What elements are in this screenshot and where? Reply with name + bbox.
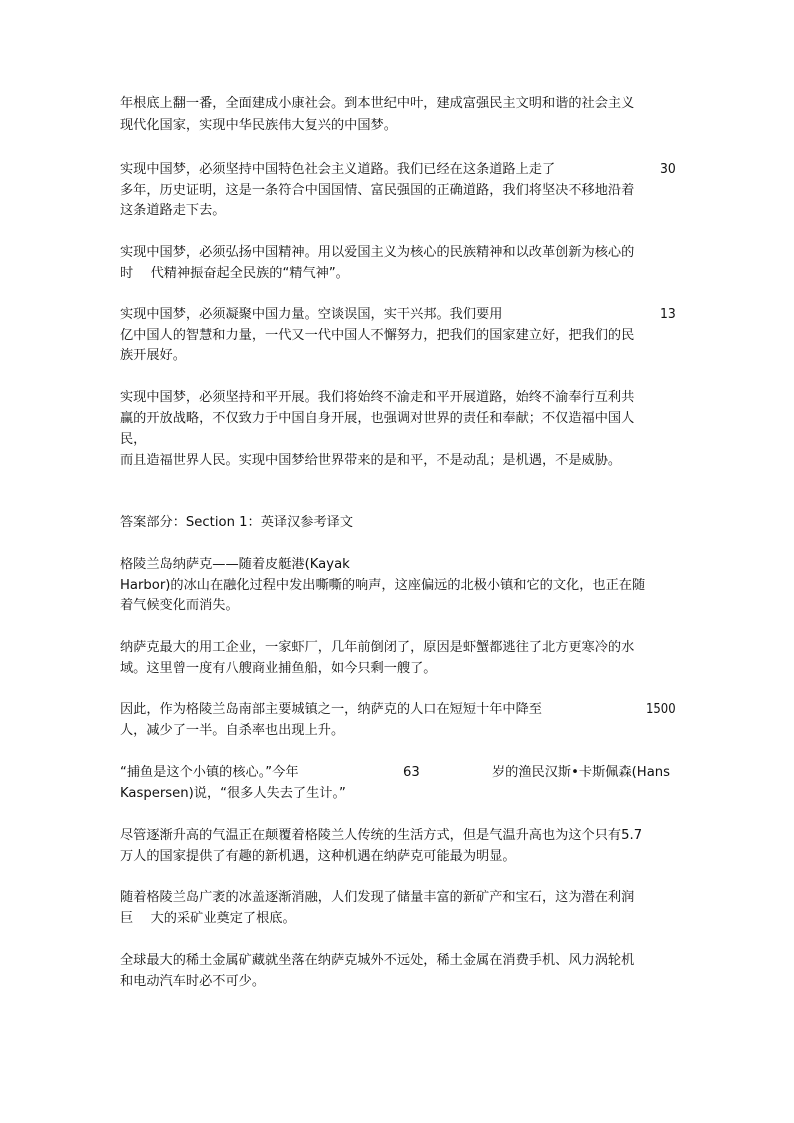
number: 30 [660, 162, 676, 177]
section-heading: 答案部分：Section 1：英译汉参考译文 [120, 515, 354, 530]
text-line: 亿中国人的智慧和力量，一代又一代中国人不懈努力，把我们的国家建立好，把我们的民 [120, 328, 635, 343]
text-line: 现代化国家，实现中华民族伟大复兴的中国梦。 [120, 118, 397, 133]
text-line: 随着格陵兰岛广袤的冰盖逐渐消融，人们发现了储量丰富的新矿产和宝石，这为潜在利润 [120, 890, 635, 905]
text-line: 这条道路走下去。 [120, 203, 226, 218]
number: 63 [403, 765, 420, 780]
number: 1500 [646, 702, 676, 717]
text-line: 巨 大的采矿业奠定了根底。 [120, 911, 296, 926]
text-line: 实现中国梦，必须坚持中国特色社会主义道路。我们已经在这条道路上走了 [120, 162, 556, 177]
text-line: 岁的渔民汉斯•卡斯佩森(Hans [492, 765, 671, 780]
text-line: 因此，作为格陵兰岛南部主要城镇之一，纳萨克的人口在短短十年中降至 [120, 702, 542, 717]
text-line: 域。这里曾一度有八艘商业捕鱼船，如今只剩一艘了。 [120, 661, 437, 676]
text-line: 实现中国梦，必须坚持和平开展。我们将始终不渝走和平开展道路，始终不渝奉行互利共 [120, 390, 635, 405]
number: 13 [660, 307, 676, 322]
text-line: 着气候变化而消失。 [120, 598, 239, 613]
text-line: 格陵兰岛纳萨克——随着皮艇港(Kayak [120, 557, 350, 572]
text-line: 和电动汽车时必不可少。 [120, 974, 266, 989]
text-line: 实现中国梦，必须凝聚中国力量。空谈误国，实干兴邦。我们要用 [120, 307, 503, 322]
text-line: 实现中国梦，必须弘扬中国精神。用以爱国主义为核心的民族精神和以改革创新为核心的 [120, 245, 635, 260]
text-line: “捕鱼是这个小镇的核心。”今年 [120, 765, 299, 780]
text-line: 时 代精神振奋起全民族的“精气神”。 [120, 266, 349, 281]
text-line: 全球最大的稀土金属矿藏就坐落在纳萨克城外不远处，稀土金属在消费手机、风力涡轮机 [120, 953, 635, 968]
text-line: 万人的国家提供了有趣的新机遇，这种机遇在纳萨克可能最为明显。 [120, 849, 516, 864]
text-line: 尽管逐渐升高的气温正在颠覆着格陵兰人传统的生活方式，但是气温升高也为这个只有5.7 [120, 828, 643, 843]
text-line: 而且造福世界人民。实现中国梦给世界带来的是和平，不是动乱；是机遇，不是威胁。 [120, 453, 622, 468]
text-line: Harbor)的冰山在融化过程中发出嘶嘶的响声，这座偏远的北极小镇和它的文化，也正在随 [120, 578, 646, 593]
text-line: 人，减少了一半。自杀率也出现上升。 [120, 723, 345, 738]
text-line: 赢的开放战略，不仅致力于中国自身开展，也强调对世界的责任和奉献；不仅造福中国人 [120, 411, 635, 426]
text-line: 民， [120, 432, 147, 447]
text-line: 纳萨克最大的用工企业，一家虾厂，几年前倒闭了，原因是虾蟹都逃往了北方更寒冷的水 [120, 640, 635, 655]
text-line: 族开展好。 [120, 348, 186, 363]
text-line: 年根底上翻一番，全面建成小康社会。到本世纪中叶，建成富强民主文明和谐的社会主义 [120, 96, 635, 111]
text-line: Kaspersen)说，“很多人失去了生计。” [120, 786, 346, 801]
text-line: 多年，历史证明，这是一条符合中国国情、富民强国的正确道路，我们将坚决不移地沿着 [120, 183, 635, 198]
